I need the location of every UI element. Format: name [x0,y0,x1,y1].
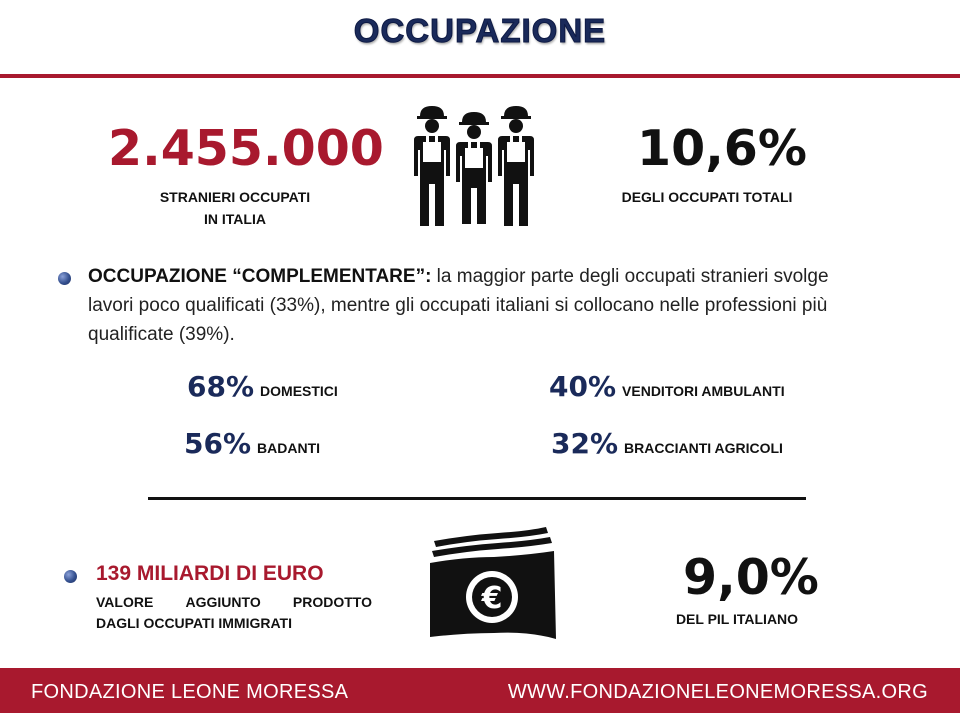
gdp-share-caption: DEL PIL ITALIANO [675,611,799,627]
job-stat-pct: 40% [549,370,617,403]
title-divider [0,74,960,78]
gdp-share: 9,0% [683,549,819,606]
complementary-lead: OCCUPAZIONE “COMPLEMENTARE”: [88,266,432,287]
job-stat-label: BRACCIANTI AGRICOLI [624,440,783,456]
bullet-dot-icon [58,272,71,285]
foreign-employed-caption-line2: IN ITALIA [204,210,266,227]
footer-bar [0,668,960,713]
job-stat-pct: 32% [551,427,619,460]
job-stat-venditori [549,370,785,403]
page-title: OCCUPAZIONE [353,12,607,49]
value-added-title: 139 MILIARDI DI EURO [96,562,324,585]
footer-organization: FONDAZIONE LEONE MORESSA [31,681,349,703]
foreign-employed-count: 2.455.000 [108,120,384,177]
complementary-paragraph [88,262,868,349]
job-stat-pct: 68% [187,370,255,403]
job-stat-label: DOMESTICI [260,383,338,399]
footer-website-link[interactable]: WWW.FONDAZIONELEONEMORESSA.ORG [507,681,928,703]
job-stat-badanti [184,427,320,460]
value-added-caption-line2: DAGLI OCCUPATI IMMIGRATI [96,615,292,631]
job-stat-pct: 56% [184,427,252,460]
euro-banknotes-icon [428,527,556,639]
job-stat-braccianti [551,427,783,460]
employed-share: 10,6% [637,120,807,177]
foreign-employed-caption [143,187,327,230]
value-added-word: AGGIUNTO [185,594,261,610]
foreign-employed-caption-line1: STRANIERI OCCUPATI [159,189,311,205]
svg-text:€: € [481,581,503,616]
bullet-dot-icon [64,570,77,583]
job-stat-label: BADANTI [257,440,321,456]
employed-share-caption: DEGLI OCCUPATI TOTALI [621,189,793,205]
value-added-caption [96,592,372,634]
workers-icon [412,102,536,226]
value-added-caption-line1 [96,592,372,613]
section-divider [148,497,806,500]
value-added-word: PRODOTTO [292,594,372,610]
value-added-word: VALORE [96,594,154,610]
job-stat-domestici [187,370,338,403]
job-stat-label: VENDITORI AMBULANTI [622,383,785,399]
complementary-text: la maggior parte degli occupati stranieri svolge lavori poco qualificati (33%), mentre gli occupati italiani si collocano nelle professioni più qualificate (39%). [88,266,829,346]
